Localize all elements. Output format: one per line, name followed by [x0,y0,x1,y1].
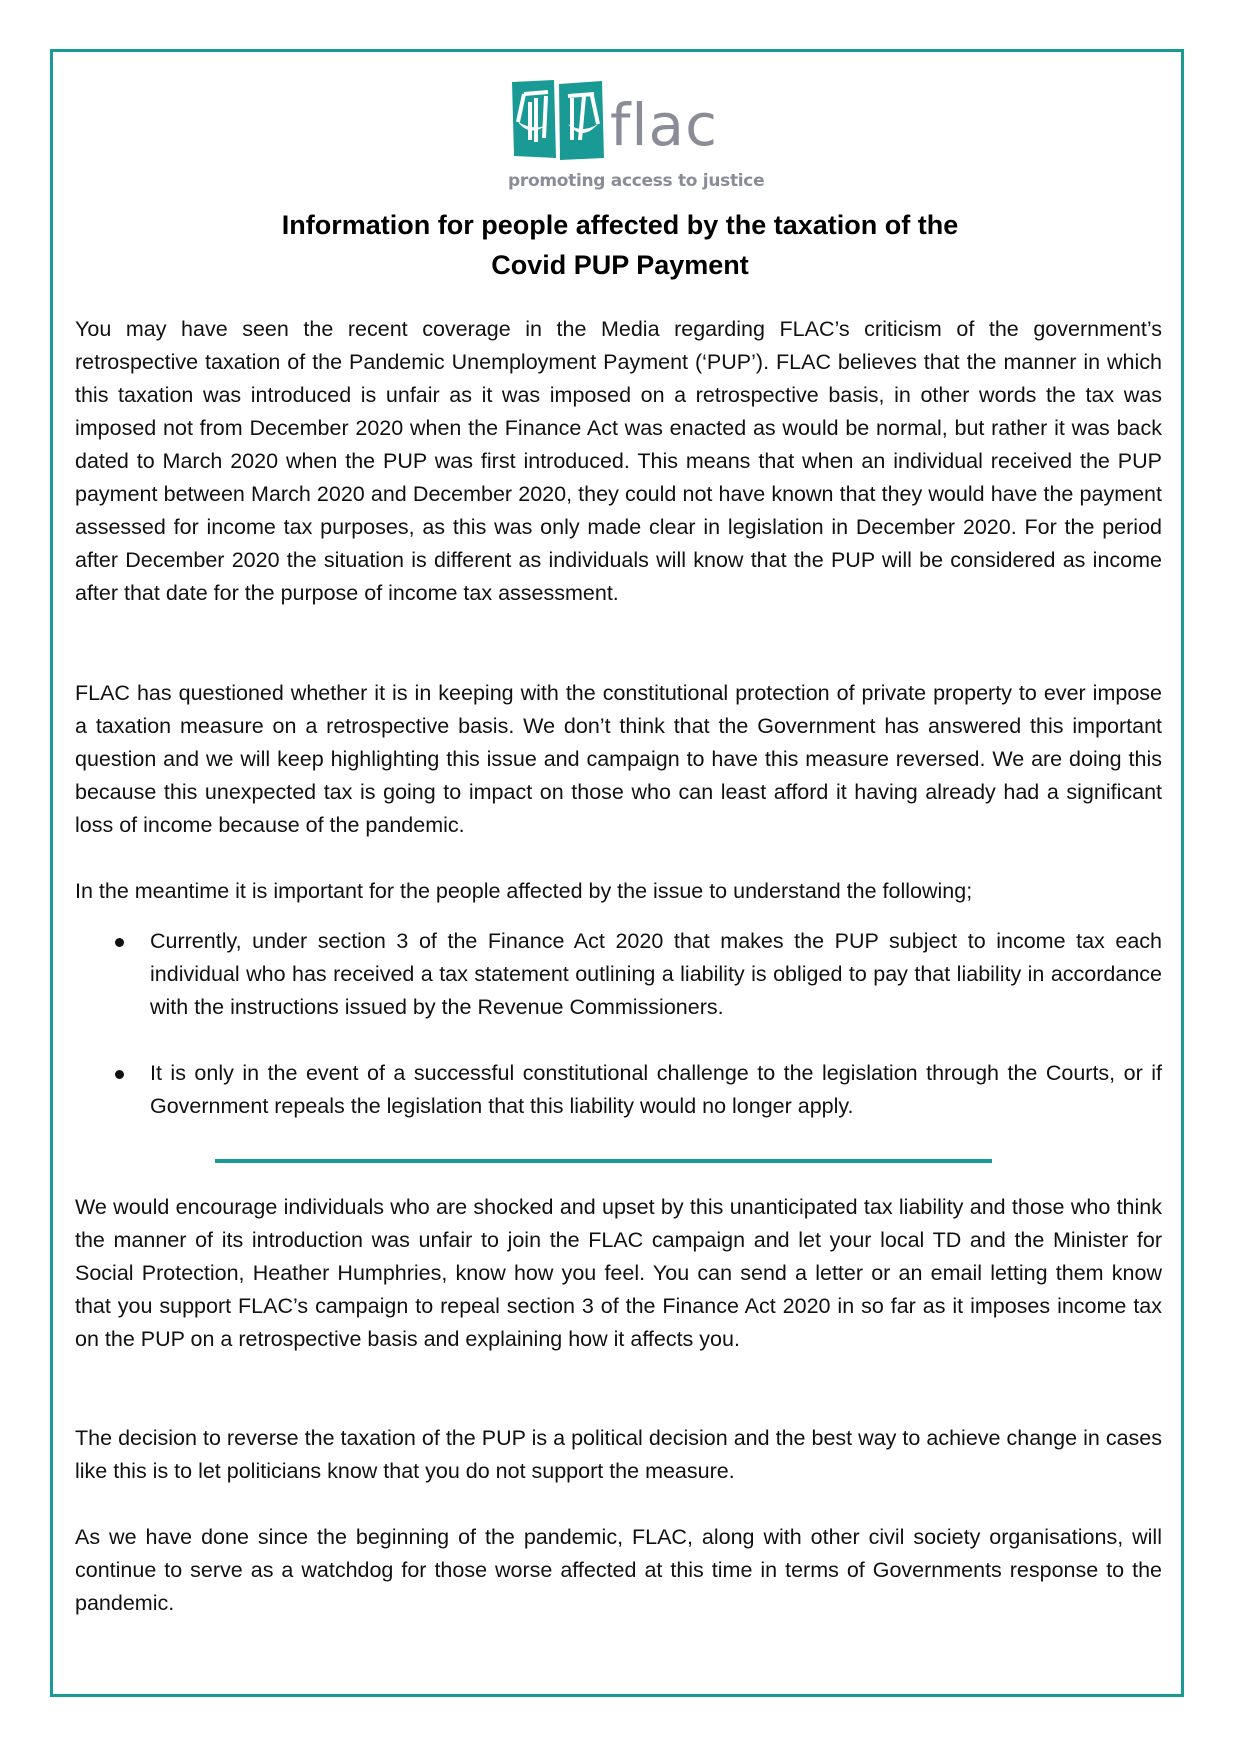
flac-logo [508,78,765,196]
bullet-text: Currently, under section 3 of the Finance Act 2020 that makes the PUP subject to income tax each individual who has received a tax statement outlining a liability is obliged to pay that liability in accordance with the instructions issued by the Revenue Commissioners. [150,929,1162,1019]
title-line-1: Information for people affected by the taxation of the [281,210,959,240]
bullet-text: It is only in the event of a successful constitutional challenge to the legislation through the Courts, or if Government repeals the legislation that this liability would no longer apply. [150,1061,1162,1118]
bullet-item [75,1057,1162,1123]
paragraph-constitutional [75,677,1162,842]
paragraph-political-decision [75,1422,1162,1488]
paragraph-text: As we have done since the beginning of the pandemic, FLAC, along with other civil society organisations, will continue to serve as a watchdog for those worse affected at this time in terms of Governments response to the pandemic. [75,1525,1162,1615]
paragraph-intro [75,313,1162,610]
page-title [0,205,1240,285]
paragraph-campaign [75,1191,1162,1356]
bullet-item [75,925,1162,1024]
paragraph-text: We would encourage individuals who are shocked and upset by this unanticipated tax liability and those who think the manner of its introduction was unfair to join the FLAC campaign and let your local TD and the Minister for Social Protection, Heather Humphries, know how you feel. You can send a letter or an email letting them know that you support FLAC’s campaign to repeal section 3 of the Finance Act 2020 in so far as it imposes income tax on the PUP on a retrospective basis and explaining how it affects you. [75,1195,1162,1351]
paragraph-watchdog [75,1521,1162,1620]
paragraph-meantime [75,875,1162,908]
title-line-2: Covid PUP Payment [491,250,749,280]
paragraph-text: You may have seen the recent coverage in the Media regarding FLAC’s criticism of the government’s retrospective taxation of the Pandemic Unemployment Payment (‘PUP’). FLAC believes that the manner in which this taxation was introduced is unfair as it was imposed on a retrospective basis, in other words the tax was imposed not from December 2020 when the Finance Act was enacted as would be normal, but rather it was back dated to March 2020 when the PUP was first introduced. This means that when an individual received the PUP payment between March 2020 and December 2020, they could not have known that they would have the payment assessed for income tax purposes, as this was only made clear in legislation in December 2020. For the period after December 2020 the situation is different as individuals will know that the PUP will be considered as income after that date for the purpose of income tax assessment. [75,317,1162,605]
logo-tagline: promoting access to justice [508,171,765,191]
bullet-icon [115,938,124,947]
paragraph-text: In the meantime it is important for the people affected by the issue to understand the following; [75,879,973,903]
scales-of-justice-icon [510,78,605,160]
bullet-list [75,925,1162,1123]
bullet-icon [115,1070,124,1079]
section-divider [215,1159,992,1163]
paragraph-text: FLAC has questioned whether it is in keeping with the constitutional protection of private property to ever impose a taxation measure on a retrospective basis. We don’t think that the Government has answered this important question and we will keep highlighting this issue and campaign to have this measure reversed. We are doing this because this unexpected tax is going to impact on those who can least afford it having already had a significant loss of income because of the pandemic. [75,681,1162,837]
paragraph-text: The decision to reverse the taxation of the PUP is a political decision and the best way to achieve change in cases like this is to let politicians know that you do not support the measure. [75,1426,1162,1483]
logo-wordmark: flac [610,91,718,159]
